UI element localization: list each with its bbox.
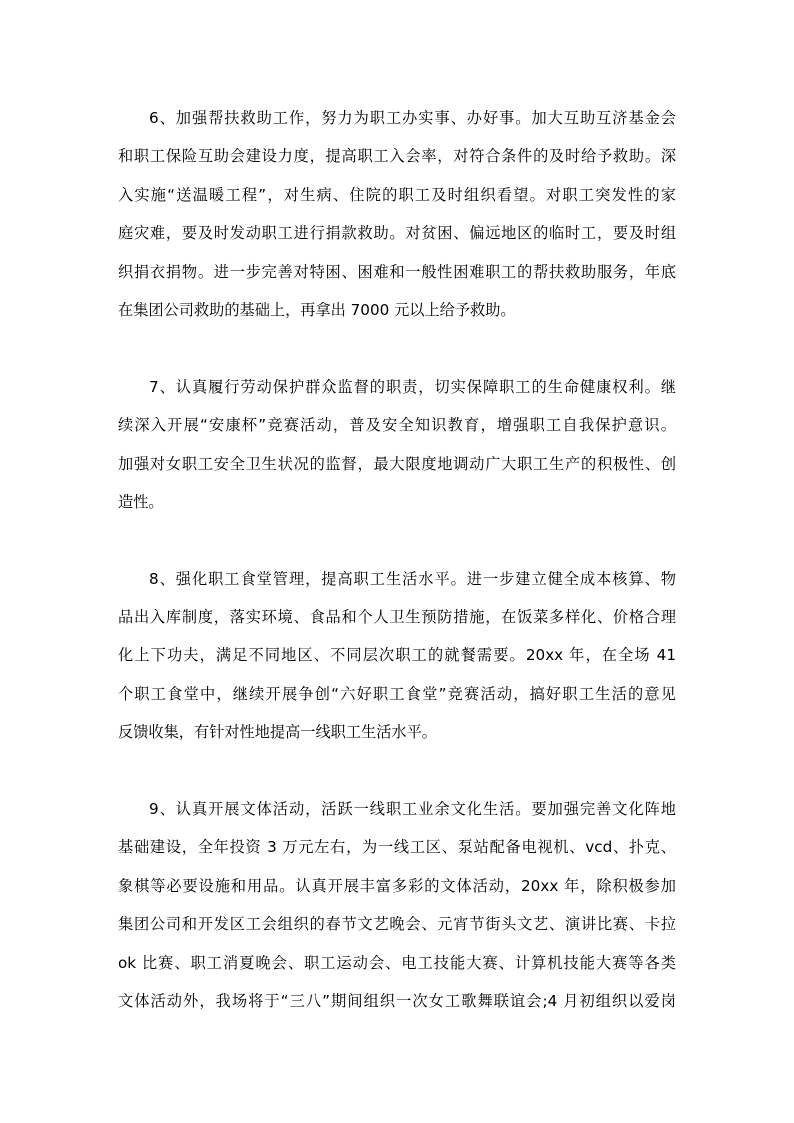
paragraph-7 bbox=[118, 368, 676, 522]
paragraph-line: 象棋等必要设施和用品。认真开展丰富多彩的文体活动，20xx 年，除积极参加 bbox=[118, 876, 676, 895]
paragraph-line: 基础建设，全年投资 3 万元左右，为一线工区、泵站配备电视机、vcd、扑克、 bbox=[118, 838, 676, 857]
paragraph-line: 个职工食堂中，继续开展争创“六好职工食堂”竞赛活动，搞好职工生活的意见 bbox=[118, 684, 676, 703]
paragraph-line: ok 比赛、职工消夏晚会、职工运动会、电工技能大赛、计算机技能大赛等各类 bbox=[118, 953, 676, 972]
paragraph-line: 庭灾难，要及时发动职工进行捐款救助。对贫困、偏远地区的临时工，要及时组 bbox=[118, 224, 676, 243]
paragraph-line: 加强对女职工安全卫生状况的监督，最大限度地调动广大职工生产的积极性、创 bbox=[118, 454, 676, 473]
paragraph-line: 续深入开展“安康杯”竞赛活动，普及安全知识教育，增强职工自我保护意识。 bbox=[118, 416, 676, 435]
paragraph-line: 造性。 bbox=[118, 492, 164, 511]
paragraph-line: 9、认真开展文体活动，活跃一线职工业余文化生活。要加强完善文化阵地 bbox=[149, 800, 676, 819]
paragraph-line: 在集团公司救助的基础上，再拿出 7000 元以上给予救助。 bbox=[118, 300, 516, 319]
paragraph-line: 集团公司和开发区工会组织的春节文艺晚会、元宵节街头文艺、演讲比赛、卡拉 bbox=[118, 915, 676, 934]
paragraph-line: 织捐衣捐物。进一步完善对特困、困难和一般性困难职工的帮扶救助服务，年底 bbox=[118, 262, 676, 281]
paragraph-line: 7、认真履行劳动保护群众监督的职责，切实保障职工的生命健康权利。继 bbox=[149, 377, 676, 396]
paragraph-line: 化上下功夫，满足不同地区、不同层次职工的就餐需要。20xx 年，在全场 41 bbox=[118, 646, 676, 665]
paragraph-line: 入实施“送温暖工程”，对生病、住院的职工及时组织看望。对职工突发性的家 bbox=[118, 185, 676, 204]
paragraph-line: 文体活动外，我场将于“三八”期间组织一次女工歌舞联谊会;4 月初组织以爱岗 bbox=[118, 991, 676, 1010]
paragraph-line: 6、加强帮扶救助工作，努力为职工办实事、办好事。加大互助互济基金会 bbox=[149, 109, 676, 127]
paragraph-line: 和职工保险互助会建设力度，提高职工入会率，对符合条件的及时给予救助。深 bbox=[118, 147, 676, 166]
paragraph-8 bbox=[118, 560, 676, 752]
paragraph-line: 反馈收集，有针对性地提高一线职工生活水平。 bbox=[118, 723, 437, 742]
paragraph-6 bbox=[118, 99, 676, 329]
paragraph-line: 8、强化职工食堂管理，提高职工生活水平。进一步建立健全成本核算、物 bbox=[149, 569, 676, 588]
paragraph-9 bbox=[118, 790, 676, 1020]
document-body bbox=[118, 99, 676, 1059]
paragraph-line: 品出入库制度，落实环境、食品和个人卫生预防措施，在饭菜多样化、价格合理 bbox=[118, 608, 676, 627]
